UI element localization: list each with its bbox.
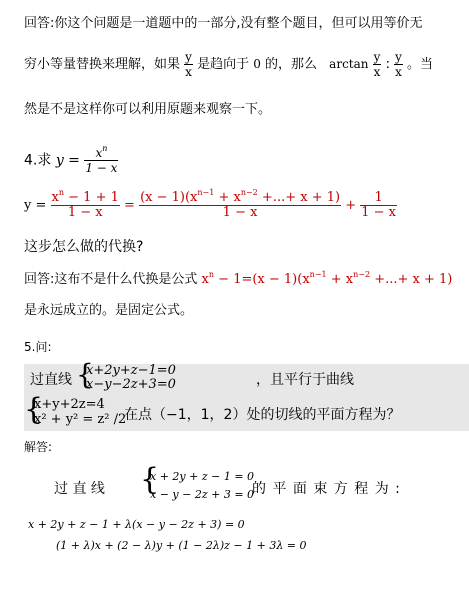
frac-den: 1 − x: [361, 205, 397, 220]
fraction-y-over-x: [184, 50, 193, 79]
frac-den: x: [395, 65, 402, 79]
q4-header: [24, 146, 118, 175]
eq-fraction-3: [360, 191, 397, 220]
answer1-text-a: 穷小等量替换来理解，如果: [24, 57, 181, 72]
q5-label: 5.问:: [24, 340, 52, 354]
frac-den: x: [373, 65, 381, 79]
q4-fraction: [84, 146, 118, 175]
system1-eq2: x−y−2z+3=0: [86, 377, 176, 392]
frac-num: 1: [360, 191, 397, 206]
frac-num: y: [395, 50, 402, 64]
q5-sol-prefix: 过 直 线: [54, 481, 105, 497]
q4-question: 这步怎么做的代换?: [24, 239, 144, 255]
answer1-text-d: 。当: [407, 57, 434, 72]
frac-den: 1 − x: [85, 161, 118, 175]
answer1-text-c: 的，那么: [265, 57, 318, 72]
answer1-line1: 回答:你这个问题是一道题中的一部分,没有整个题目，但可以用等价无: [24, 16, 423, 31]
q4-label: 4.求: [24, 152, 52, 169]
system2-eq2: x² + y² = z² /2: [34, 412, 127, 427]
fraction-y-over-x-2: [373, 50, 382, 79]
q5-box-mid: ，且平行于曲线: [256, 372, 354, 388]
sol-system-brace: {: [140, 462, 160, 497]
equiv-separator: :: [385, 57, 390, 72]
q5-box-prefix: 过直线: [30, 372, 72, 388]
sol-system: [150, 468, 254, 504]
sol-system-eq1: x + 2y + z − 1 = 0: [150, 470, 255, 483]
eq-plus: +: [345, 198, 357, 213]
eq-lhs: y =: [24, 198, 47, 213]
q4-equation: [24, 188, 397, 220]
frac-den: 1 − x: [67, 205, 103, 220]
arctan-label: arctan: [329, 57, 369, 71]
q4-y-eq: y =: [55, 152, 80, 169]
system2-brace: {: [24, 392, 44, 427]
sol-line-a: x + 2y + z − 1 + λ(x − y − 2z + 3) = 0: [28, 518, 245, 531]
answer4-line1: [24, 268, 452, 287]
frac-num: y: [373, 50, 381, 64]
eq-fraction-1: [51, 188, 120, 220]
system1-brace: {: [76, 358, 94, 391]
zero-value: 0: [253, 57, 261, 71]
eq-fraction-2: [139, 188, 341, 220]
frac-num: $x^n$: [84, 146, 118, 161]
sol-system-eq2: x − y − 2z + 3 = 0: [150, 488, 255, 501]
system2: [34, 397, 126, 427]
answer4-prefix: 回答:这布不是什么代换是公式: [24, 272, 198, 287]
system2-eq1: x+y+2z=4: [34, 397, 105, 412]
system1: [86, 364, 176, 392]
q5-answer-label: 解答:: [24, 440, 53, 454]
frac-num: $(x - 1)(x^{n-1} + x^{n-2}$ +...+ x + 1): [140, 188, 341, 205]
frac-num: y: [185, 50, 192, 64]
sol-line-b: (1 + λ)x + (2 − λ)y + (1 − 2λ)z − 1 + 3λ = 0: [56, 539, 307, 552]
answer1-line2: [24, 50, 433, 79]
frac-den: x: [185, 65, 192, 79]
answer1-line3: 然是不是这样你可以利用原题来观察一下。: [24, 102, 272, 117]
answer4-formula: $x^n - 1=(x - 1)(x^{n-1} + x^{n-2}$ +...+ x + 1): [201, 270, 453, 287]
frac-den: 1 − x: [222, 205, 258, 220]
system1-eq1: x+2y+z−1=0: [86, 363, 176, 378]
answer1-text-b: 是趋向于: [197, 57, 250, 72]
q5-box-tail: 在点（−1，1，2）处的切线的平面方程为？: [124, 407, 401, 423]
fraction-y-over-x-3: [394, 50, 403, 79]
q5-sol-suffix: 的 平 面 束 方 程 为 :: [252, 481, 401, 497]
answer4-line2: 是永远成立的。是固定公式。: [24, 303, 194, 318]
frac-num: $x^n - 1 + 1$: [51, 188, 119, 205]
eq-equals: =: [124, 198, 135, 213]
